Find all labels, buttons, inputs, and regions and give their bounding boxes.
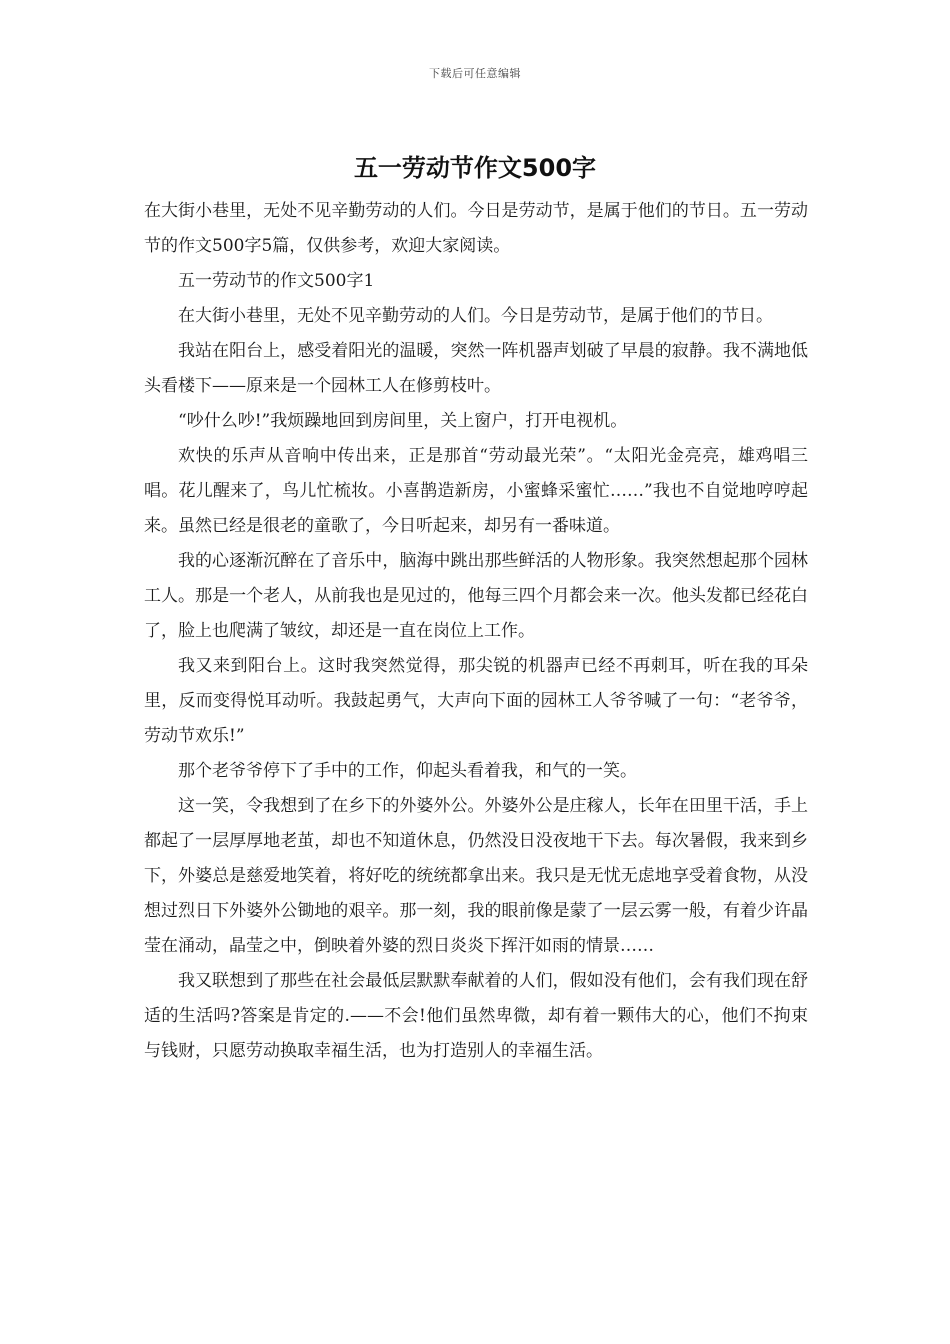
document-body [144, 194, 808, 1069]
paragraph: 我又来到阳台上。这时我突然觉得，那尖锐的机器声已经不再刺耳，听在我的耳朵里，反而变得悦耳动听。我鼓起勇气，大声向下面的园林工人爷爷喊了一句：“老爷爷，劳动节欢乐!” [144, 656, 808, 746]
paragraph: 欢快的乐声从音响中传出来，正是那首“劳动最光荣”。“太阳光金亮亮，雄鸡唱三唱。花儿醒来了，鸟儿忙梳妆。小喜鹊造新房，小蜜蜂采蜜忙……”我也不自觉地哼哼起来。虽然已经是很老的童歌了，今日听起来，却另有一番味道。 [144, 446, 808, 536]
paragraph: 这一笑，令我想到了在乡下的外婆外公。外婆外公是庄稼人，长年在田里干活，手上都起了一层厚厚地老茧，却也不知道休息，仍然没日没夜地干下去。每次暑假，我来到乡下，外婆总是慈爱地笑着，将好吃的统统都拿出来。我只是无忧无虑地享受着食物，从没想过烈日下外婆外公锄地的艰辛。那一刻，我的眼前像是蒙了一层云雾一般，有着少许晶莹在涌动，晶莹之中，倒映着外婆的烈日炎炎下挥汗如雨的情景…… [144, 796, 808, 956]
paragraph: 我又联想到了那些在社会最低层默默奉献着的人们，假如没有他们，会有我们现在舒适的生活吗?答案是肯定的.——不会!他们虽然卑微，却有着一颗伟大的心，他们不拘束与钱财，只愿劳动换取幸福生活，也为打造别人的幸福生活。 [144, 971, 808, 1061]
paragraph: 那个老爷爷停下了手中的工作，仰起头看着我，和气的一笑。 [178, 761, 637, 781]
paragraph: 五一劳动节的作文500字1 [178, 271, 375, 291]
paragraph: 我的心逐渐沉醉在了音乐中，脑海中跳出那些鲜活的人物形象。我突然想起那个园林工人。那是一个老人，从前我也是见过的，他每三四个月都会来一次。他头发都已经花白了，脸上也爬满了皱纹，却还是一直在岗位上工作。 [144, 551, 808, 641]
paragraph: 我站在阳台上，感受着阳光的温暖，突然一阵机器声划破了早晨的寂静。我不满地低头看楼下——原来是一个园林工人在修剪枝叶。 [144, 341, 808, 396]
paragraph: “吵什么吵!”我烦躁地回到房间里，关上窗户，打开电视机。 [178, 411, 628, 431]
paragraph: 在大街小巷里，无处不见辛勤劳动的人们。今日是劳动节，是属于他们的节日。五一劳动节的作文500字5篇，仅供参考，欢迎大家阅读。 [144, 201, 808, 256]
document-title: 五一劳动节作文500字 [353, 154, 597, 182]
paragraph: 在大街小巷里，无处不见辛勤劳动的人们。今日是劳动节，是属于他们的节日。 [178, 306, 773, 326]
page-header-note: 下载后可任意编辑 [429, 67, 521, 80]
